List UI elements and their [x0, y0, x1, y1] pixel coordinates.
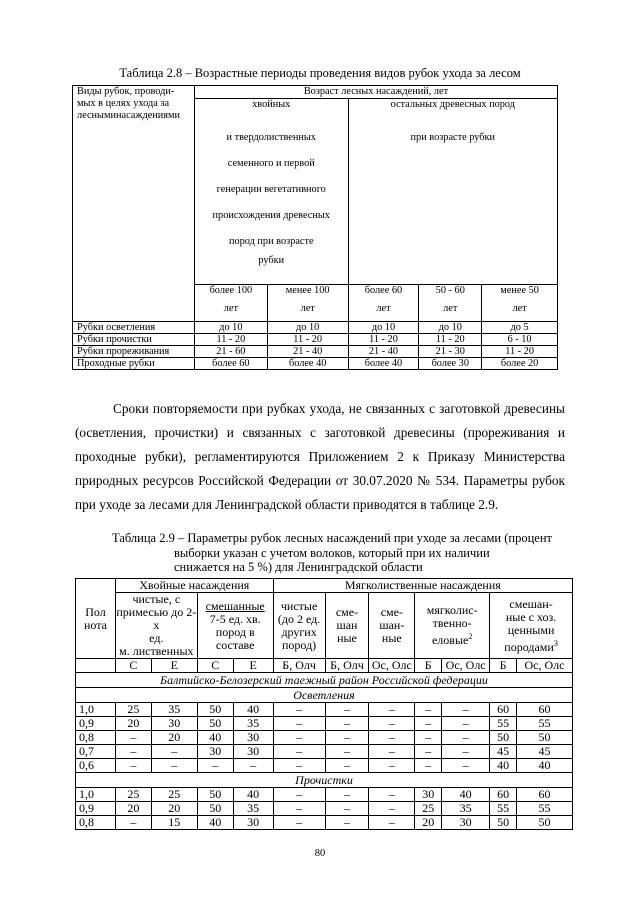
- age-col: [267, 285, 348, 322]
- header-line: ные: [381, 631, 402, 645]
- table-2-8: [72, 85, 558, 370]
- header-line: [415, 630, 489, 647]
- table-cell: 25: [115, 788, 151, 802]
- soft-spruce-header: [415, 593, 490, 659]
- table-cell: до 10: [419, 322, 482, 334]
- table-cell: 25: [115, 703, 151, 717]
- header-text: еловые: [431, 633, 469, 647]
- table-cell: –: [442, 745, 490, 759]
- species-cell: С: [115, 659, 151, 673]
- header-line: других: [281, 624, 317, 639]
- header-line: хвойных: [252, 99, 291, 110]
- table-row: [76, 703, 573, 717]
- table-cell: –: [115, 816, 151, 830]
- age-col-line: лет: [300, 303, 315, 314]
- table-cell: до 10: [194, 322, 267, 334]
- header-line: мягколис-: [426, 603, 478, 617]
- age-col: [419, 285, 482, 322]
- table-row: [73, 334, 558, 346]
- table-cell: 35: [233, 717, 273, 731]
- table-cell: –: [325, 816, 369, 830]
- polnota-cell: 0,8: [76, 731, 116, 745]
- table-cell: –: [115, 731, 151, 745]
- table-cell: 50: [197, 717, 233, 731]
- table-cell: –: [369, 788, 415, 802]
- table-cell: 30: [415, 788, 442, 802]
- header-line: (до 2 ед.: [277, 611, 321, 626]
- table-cell: –: [273, 788, 325, 802]
- age-col-line: более 60: [364, 285, 403, 296]
- header-line: ные с хоз.: [505, 609, 557, 624]
- table-row: [73, 322, 558, 334]
- table-cell: 6 - 10: [482, 334, 558, 346]
- section-row-thinning: Прочистки: [76, 773, 573, 788]
- table-cell: до 10: [267, 322, 348, 334]
- header-line: смешанные: [205, 598, 265, 613]
- polnota-cell: 0,9: [76, 802, 116, 816]
- table-cell: –: [369, 745, 415, 759]
- polnota-header: [76, 579, 116, 659]
- table-cell: –: [369, 703, 415, 717]
- polnota-cell: 1,0: [76, 788, 116, 802]
- pure-header: [115, 593, 197, 659]
- table-cell: более 60: [194, 358, 267, 370]
- table-cell: 50: [517, 731, 573, 745]
- table-cell: 11 - 20: [194, 334, 267, 346]
- table-row: [76, 745, 573, 759]
- header-line: происхождения древесных: [212, 210, 330, 221]
- species-cell: Ос, Олс: [369, 659, 415, 673]
- table-cell: –: [415, 703, 442, 717]
- table-cell: 45: [517, 745, 573, 759]
- header-line: 7-5 ед. хв.: [209, 611, 261, 626]
- table-cell: 50: [197, 788, 233, 802]
- table-cell: –: [273, 816, 325, 830]
- species-cell: Б: [490, 659, 517, 673]
- table-cell: более 20: [482, 358, 558, 370]
- table-2-9: [75, 578, 573, 830]
- table-2-9-caption: [112, 531, 582, 575]
- table-cell: –: [273, 703, 325, 717]
- body-paragraph: [75, 397, 565, 517]
- table-cell: 11 - 20: [482, 346, 558, 358]
- table-cell: –: [369, 802, 415, 816]
- row-label: Рубки осветления: [73, 322, 195, 334]
- header-line: смешан-: [509, 596, 553, 611]
- header-line: рубки: [258, 255, 285, 266]
- header-line: ценными: [507, 622, 555, 637]
- species-cell: Е: [233, 659, 273, 673]
- table-cell: 25: [151, 788, 197, 802]
- table-cell: 55: [517, 717, 573, 731]
- row-label: Рубки прочистки: [73, 334, 195, 346]
- table-cell: –: [325, 802, 369, 816]
- table-cell: 50: [517, 816, 573, 830]
- age-header: Возраст лесных насаждений, лет: [194, 86, 557, 99]
- table-row: [73, 346, 558, 358]
- table-cell: до 10: [348, 322, 419, 334]
- header-line: при возрасте рубки: [410, 132, 496, 143]
- table-cell: –: [325, 788, 369, 802]
- table-cell: 30: [151, 717, 197, 731]
- table-cell: –: [325, 759, 369, 773]
- header-line: сме-: [335, 605, 359, 619]
- header-line: шан: [336, 618, 358, 632]
- table-row: [76, 788, 573, 802]
- caption-line: выборки указан с учетом волоков, который при их наличии: [174, 545, 490, 560]
- header-line: пород в: [215, 624, 255, 639]
- age-col-line: лет: [223, 303, 238, 314]
- age-col-line: более 100: [209, 285, 253, 296]
- table-cell: –: [233, 759, 273, 773]
- table-cell: –: [415, 745, 442, 759]
- table-cell: 35: [233, 802, 273, 816]
- age-col-line: менее 100: [285, 285, 330, 296]
- table-row: [76, 802, 573, 816]
- table-cell: 11 - 20: [348, 334, 419, 346]
- table-cell: 55: [490, 802, 517, 816]
- table-cell: 55: [490, 717, 517, 731]
- header-line: чистые, с: [132, 592, 181, 606]
- table-cell: –: [415, 717, 442, 731]
- paragraph-text: Сроки повторяемости при рубках ухода, не связанных с заготовкой древесины (осветления, прочистки) и связанных с заготовкой древесины (прореживания и проходные рубки), регламентируются Приложением 2 к Приказу Министерства природных ресурсов Российской Федерации от 30.07.2020 № 534. Параметры рубок при уходе за лесами для Ленинградской области приводятся в таблице 2.9.: [75, 401, 565, 512]
- table-cell: –: [115, 759, 151, 773]
- pure2-header: [273, 593, 325, 659]
- mixed-valuable-header: [490, 593, 573, 659]
- age-col: [482, 285, 558, 322]
- header-line: и твердолиственных: [226, 132, 316, 143]
- table-cell: –: [415, 759, 442, 773]
- conifer-group-header: Хвойные насаждения: [115, 579, 273, 593]
- table-cell: 30: [233, 745, 273, 759]
- table-cell: 15: [151, 816, 197, 830]
- table-2-8-col1-header: [73, 86, 195, 322]
- table-cell: 20: [415, 816, 442, 830]
- table-cell: 21 - 60: [194, 346, 267, 358]
- header-line: шан-: [379, 618, 405, 632]
- header-line: нота: [83, 617, 107, 632]
- table-cell: 40: [197, 816, 233, 830]
- table-cell: 30: [197, 745, 233, 759]
- row-label: Рубки прореживания: [73, 346, 195, 358]
- polnota-cell: 0,9: [76, 717, 116, 731]
- table-cell: 11 - 20: [267, 334, 348, 346]
- table-cell: –: [273, 745, 325, 759]
- table-cell: –: [369, 731, 415, 745]
- table-cell: –: [325, 717, 369, 731]
- table-cell: 60: [517, 703, 573, 717]
- table-cell: 40: [442, 788, 490, 802]
- row-label: Проходные рубки: [73, 358, 195, 370]
- table-cell: 40: [197, 731, 233, 745]
- header-line: м. лиственных: [119, 644, 194, 658]
- table-cell: 21 - 30: [419, 346, 482, 358]
- table-cell: 21 - 40: [267, 346, 348, 358]
- polnota-cell: 0,8: [76, 816, 116, 830]
- caption-line: Таблица 2.9 – Параметры рубок лесных насаждений при уходе за лесами (процент: [112, 531, 552, 545]
- header-line: сме-: [380, 605, 403, 619]
- table-cell: 20: [115, 802, 151, 816]
- age-col-line: менее 50: [500, 285, 539, 296]
- table-cell: 35: [442, 802, 490, 816]
- species-row: [76, 659, 573, 673]
- table-cell: 30: [233, 731, 273, 745]
- species-cell: С: [197, 659, 233, 673]
- table-cell: 40: [517, 759, 573, 773]
- caption-line: снижается на 5 %) для Ленинградской области: [174, 560, 423, 574]
- table-cell: –: [325, 703, 369, 717]
- polnota-cell: 0,6: [76, 759, 116, 773]
- header-line: составе: [215, 637, 255, 652]
- header-line: генерации вегетативного: [216, 184, 326, 195]
- header-line: семенного и первой: [227, 158, 315, 169]
- table-cell: 30: [233, 816, 273, 830]
- table-cell: 20: [115, 717, 151, 731]
- header-line: чистые: [280, 598, 318, 613]
- table-cell: 11 - 20: [419, 334, 482, 346]
- species-cell: Ос, Олс: [517, 659, 573, 673]
- table-row: [76, 816, 573, 830]
- table-cell: более 30: [419, 358, 482, 370]
- table-cell: 60: [517, 788, 573, 802]
- table-cell: –: [442, 703, 490, 717]
- age-col-line: лет: [443, 303, 458, 314]
- table-cell: –: [369, 816, 415, 830]
- table-cell: 35: [151, 703, 197, 717]
- table-cell: до 5: [482, 322, 558, 334]
- header-line: лесныминасаждениями: [77, 110, 181, 121]
- table-cell: –: [442, 759, 490, 773]
- table-row: [76, 731, 573, 745]
- header-line: Виды рубок, проводи-: [77, 86, 175, 97]
- table-cell: 20: [151, 731, 197, 745]
- table-cell: более 40: [267, 358, 348, 370]
- species-cell: Б, Олч: [273, 659, 325, 673]
- header-line: мых в целях ухода за: [77, 98, 170, 109]
- table-cell: 20: [151, 802, 197, 816]
- age-col-line: 50 - 60: [435, 285, 465, 296]
- header-line: твенно-: [432, 616, 472, 630]
- age-col: [348, 285, 419, 322]
- table-cell: 40: [490, 759, 517, 773]
- table-cell: –: [415, 731, 442, 745]
- mixed2-header: [369, 593, 415, 659]
- species-cell: Ос, Олс: [442, 659, 490, 673]
- table-cell: 45: [490, 745, 517, 759]
- header-line: пород при возрасте: [228, 236, 314, 247]
- table-cell: –: [325, 731, 369, 745]
- table-cell: –: [273, 802, 325, 816]
- table-cell: –: [442, 717, 490, 731]
- table-cell: –: [197, 759, 233, 773]
- table-cell: –: [273, 717, 325, 731]
- conifer-header: [194, 99, 348, 285]
- table-cell: 30: [442, 816, 490, 830]
- header-line: [490, 637, 572, 654]
- header-line: примесью до 2-х: [116, 605, 197, 632]
- header-line: Пол: [85, 604, 106, 619]
- table-cell: –: [115, 745, 151, 759]
- species-cell: Б, Олч: [325, 659, 369, 673]
- table-cell: 55: [517, 802, 573, 816]
- table-cell: –: [442, 731, 490, 745]
- polnota-cell: 1,0: [76, 703, 116, 717]
- table-2-8-caption: Таблица 2.8 – Возрастные периоды проведения видов рубок ухода за лесом: [119, 66, 521, 80]
- table-cell: –: [325, 745, 369, 759]
- region-row: Балтийско-Белозерский таежный район Российской федерации: [76, 673, 573, 688]
- table-cell: –: [151, 745, 197, 759]
- species-cell: Е: [151, 659, 197, 673]
- footnote-marker: 3: [553, 638, 558, 648]
- table-cell: –: [151, 759, 197, 773]
- header-line: ные: [337, 631, 357, 645]
- mixed1-header: [325, 593, 369, 659]
- table-cell: 50: [490, 816, 517, 830]
- table-cell: 50: [197, 802, 233, 816]
- age-col-line: лет: [512, 303, 527, 314]
- table-cell: 40: [233, 703, 273, 717]
- species-cell: Б: [415, 659, 442, 673]
- table-cell: –: [273, 759, 325, 773]
- table-cell: 25: [415, 802, 442, 816]
- table-cell: 50: [490, 731, 517, 745]
- table-cell: 40: [233, 788, 273, 802]
- table-cell: 50: [197, 703, 233, 717]
- age-col: [194, 285, 267, 322]
- header-line: ед.: [149, 631, 164, 645]
- table-cell: 21 - 40: [348, 346, 419, 358]
- table-row: [76, 759, 573, 773]
- section-row-cleaning: Осветления: [76, 688, 573, 703]
- table-row: [73, 358, 558, 370]
- table-cell: –: [273, 731, 325, 745]
- table-cell: более 40: [348, 358, 419, 370]
- table-row: [76, 717, 573, 731]
- table-cell: –: [369, 759, 415, 773]
- mixed-header: [197, 593, 273, 659]
- table-cell: 60: [490, 703, 517, 717]
- footnote-marker: 2: [468, 632, 473, 641]
- table-cell: 60: [490, 788, 517, 802]
- header-line: остальных древесных пород: [390, 99, 516, 110]
- soft-group-header: Мягколиственные насаждения: [273, 579, 572, 593]
- header-text: породами: [504, 639, 554, 654]
- polnota-cell: 0,7: [76, 745, 116, 759]
- age-col-line: лет: [376, 303, 391, 314]
- other-species-header: [348, 99, 557, 285]
- table-cell: –: [369, 717, 415, 731]
- page-number: 80: [314, 848, 326, 859]
- header-line: пород): [282, 637, 317, 652]
- species-cell: [76, 659, 116, 673]
